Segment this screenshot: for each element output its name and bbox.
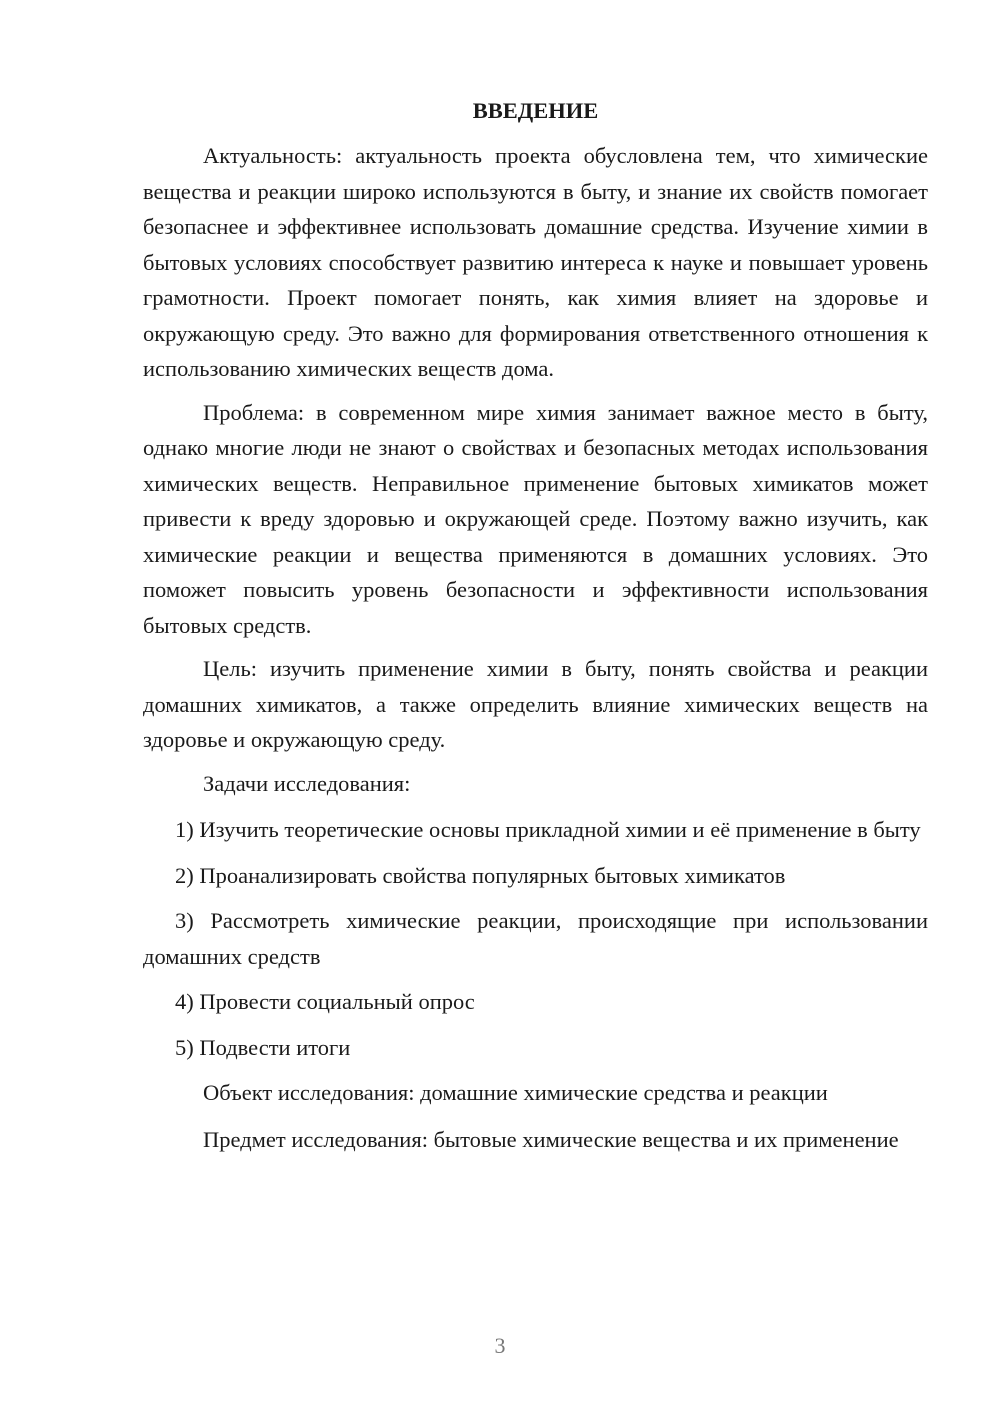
problem-paragraph: Проблема: в современном мире химия занимает важное место в быту, однако многие люди не знают о свойствах и безопасных методах использования химических веществ. Неправильное применение бытовых химикатов может привести к вреду здоровью и окружающей среде. Поэтому важно изучить, как химические реакции и вещества применяются в домашних условиях. Это поможет повысить уровень безопасности и эффективности использования бытовых средств. <box>143 399 928 638</box>
research-object: Объект исследования: домашние химические средства и реакции <box>203 1080 828 1105</box>
task-item-2: 2) Проанализировать свойства популярных бытовых химикатов <box>175 862 786 888</box>
task-item-5: 5) Подвести итоги <box>175 1034 351 1060</box>
page-number: 3 <box>494 1333 506 1358</box>
goal-paragraph: Цель: изучить применение химии в быту, понять свойства и реакции домашних химикатов, а также определить влияние химических веществ на здоровье и окружающую среду. <box>143 656 928 752</box>
tasks-heading: Задачи исследования: <box>203 770 411 796</box>
relevance-paragraph: Актуальность: актуальность проекта обусловлена тем, что химические вещества и реакции широко используются в быту, и знание их свойств помогает безопаснее и эффективнее использовать домашние средства. Изучение химии в бытовых условиях способствует развитию интереса к науке и повышает уровень грамотности. Проект помогает понять, как химия влияет на здоровье и окружающую среду. Это важно для формирования ответственного отношения к использованию химических веществ дома. <box>143 143 928 381</box>
task-item-3: 3) Рассмотреть химические реакции, происходящие при использовании домашних средств <box>143 908 928 969</box>
task-item-1: 1) Изучить теоретические основы прикладной химии и её применение в быту <box>175 817 921 842</box>
research-subject: Предмет исследования: бытовые химические вещества и их применение <box>203 1126 899 1152</box>
task-item-4: 4) Провести социальный опрос <box>175 989 475 1014</box>
section-title: ВВЕДЕНИЕ <box>472 98 599 123</box>
document-page <box>143 96 928 1165</box>
